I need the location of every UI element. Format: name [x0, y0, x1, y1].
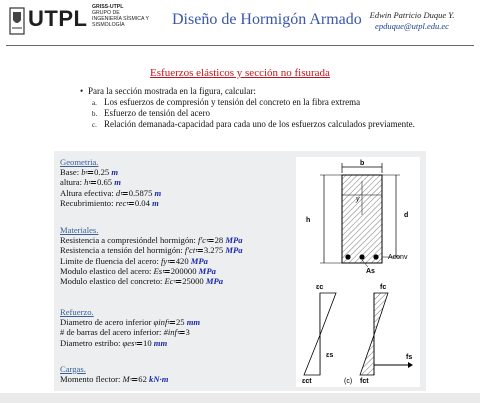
dim-b-label: b: [360, 160, 365, 167]
dim-d-label: d: [404, 212, 409, 219]
geometry-section: [60, 157, 161, 208]
section-heading: Cargas.: [60, 364, 86, 374]
data-line: Altura efectiva: d≔0.5875 m: [60, 187, 162, 198]
author-email[interactable]: epduque@utpl.edu.ec: [375, 21, 449, 31]
data-line: Limite de fluencia del acero: fy≔420 MPa: [60, 255, 208, 266]
data-line: altura: h≔0.65 m: [60, 177, 121, 188]
author-block: [352, 10, 472, 32]
page-footer: [0, 393, 480, 403]
rebar: [373, 254, 378, 259]
loads-section: [60, 364, 168, 384]
data-line: Base: b≔0.25 m: [60, 167, 119, 178]
stress-diagram: [360, 293, 388, 375]
section-heading: Materiales.: [60, 225, 99, 235]
problem-lead: Para la sección mostrada en la figura, calcular:: [88, 86, 256, 96]
stress-fc-label: fc: [380, 284, 387, 291]
rebar: [345, 254, 350, 259]
section-heading: Geometria.: [60, 157, 99, 167]
data-line: Resistencia a compresióndel hormigón: f'c≔28 MPa: [60, 235, 243, 246]
data-line: Resistencia a tensión del hormigón: f'ct≔3.275 MPa: [60, 245, 243, 256]
header-divider: [6, 45, 474, 46]
list-item: c. Relación demanada-capacidad para cada uno de los esfuerzos calculados previamente.: [92, 119, 415, 129]
dim-y-label: y: [356, 196, 360, 203]
problem-statement: [80, 86, 468, 130]
data-line: Modulo elastico del concreto: Ec≔25000 MPa: [60, 276, 224, 287]
reinforcement-section: [60, 307, 200, 348]
dim-h-label: h: [306, 217, 311, 224]
figure-caption: (c): [344, 378, 353, 385]
stress-fs-label: fs: [406, 354, 413, 361]
stress-fct-label: fct: [360, 378, 369, 385]
strain-es-label: εs: [326, 352, 334, 359]
data-line: Modulo elastico del acero: Es≔200000 MPa: [60, 265, 216, 276]
data-line: Recubrimiento: rec≔0.04 m: [60, 197, 159, 208]
aconv-label: Aconv: [388, 254, 408, 261]
section-subtitle: Esfuerzos elásticos y sección no fisurada: [150, 67, 330, 79]
author-name: Edwin Patricio Duque Y.: [369, 10, 455, 20]
problem-list: [88, 97, 468, 130]
data-line: Momento flector: M≔62 kN·m: [60, 374, 169, 385]
list-item: b. Esfuerzo de tensión del acero: [92, 108, 210, 118]
strain-ec-label: εc: [316, 284, 324, 291]
strain-diagram: [304, 293, 336, 375]
utpl-logo-text: UTPL: [28, 6, 88, 31]
data-line: # de barras del acero inferior: #inf≔3: [60, 327, 190, 338]
strain-ect-label: εct: [302, 378, 312, 385]
data-line: Diametro de acero inferior φinf≔25 mm: [60, 317, 201, 328]
section-heading: Refuerzo.: [60, 307, 94, 317]
list-item: a. Los esfuerzos de compresión y tensión del concreto en la fibra extrema: [92, 97, 361, 107]
bullet-icon: •: [80, 86, 84, 96]
data-line: Diametro estribo: φes≔10 mm: [60, 337, 168, 348]
griss-label: GRISS-UTPL GRUPO DE INGENIERÍA SÍSMICA Y SISMOLOGÍA: [92, 4, 149, 28]
materials-section: [60, 225, 243, 286]
as-label: As: [366, 268, 375, 275]
page-title: Diseño de Hormigón Armado: [172, 11, 362, 28]
rebar: [359, 254, 364, 259]
section-figure: [296, 157, 420, 387]
